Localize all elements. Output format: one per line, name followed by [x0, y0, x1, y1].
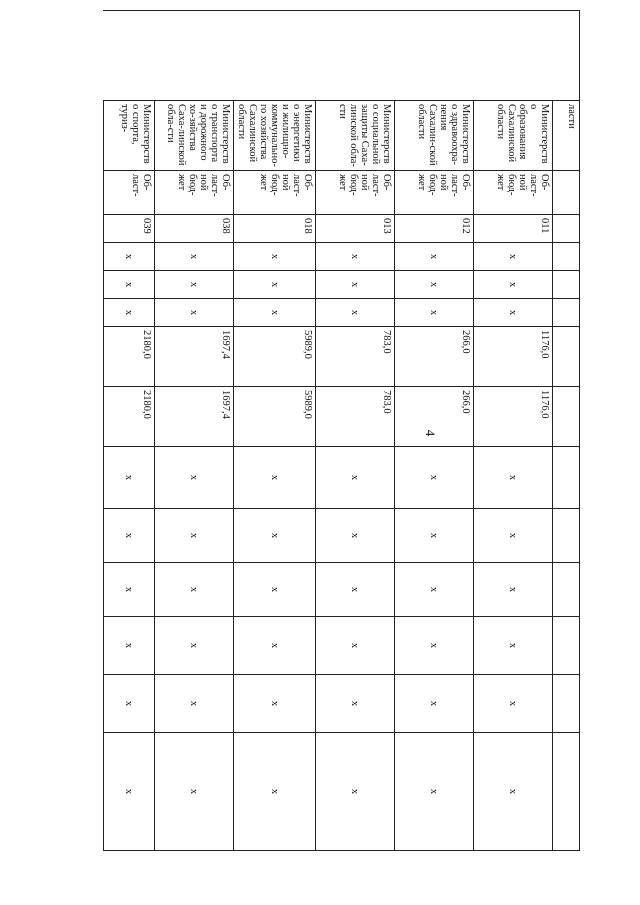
left-margin-cell: [316, 11, 395, 101]
value-cell: х: [474, 243, 553, 271]
amount-cell: 783,0: [316, 327, 395, 387]
value-cell: х: [395, 617, 474, 675]
header-ministry-cell: ласти: [553, 101, 580, 171]
amount-cell: 1176,0: [474, 387, 553, 447]
value-cell: х: [104, 617, 155, 675]
budget-cell: Об-ласт-ной бюд-жет: [474, 171, 553, 215]
budget-table: [103, 10, 580, 851]
value-cell: х: [104, 733, 155, 851]
header-cell: [553, 509, 580, 563]
amount-cell: 1697,4: [155, 387, 234, 447]
value-cell: х: [155, 733, 234, 851]
amount-cell: 783,0: [316, 387, 395, 447]
code-cell: 013: [316, 215, 395, 243]
header-cell: [553, 327, 580, 387]
left-margin-cell: [474, 11, 553, 101]
value-cell: х: [234, 733, 316, 851]
ministry-cell: Министерство транспорта и дорожного хо-зяйства Саха-линской обла-сти: [155, 101, 234, 171]
value-cell: х: [104, 271, 155, 299]
value-cell: х: [316, 675, 395, 733]
value-cell: х: [316, 617, 395, 675]
value-cell: х: [474, 271, 553, 299]
value-cell: х: [395, 271, 474, 299]
value-cell: х: [104, 299, 155, 327]
header-cell: [553, 617, 580, 675]
code-cell: 012: [395, 215, 474, 243]
value-cell: х: [234, 447, 316, 509]
table-row: [155, 11, 234, 851]
amount-cell: 5989,0: [234, 327, 316, 387]
table-header-row: [553, 11, 580, 851]
value-cell: х: [474, 509, 553, 563]
amount-cell: 266,0: [395, 327, 474, 387]
value-cell: х: [316, 509, 395, 563]
header-cell: [553, 171, 580, 215]
value-cell: х: [234, 299, 316, 327]
value-cell: х: [104, 675, 155, 733]
ministry-cell: Министерство здравоохра-нения Сахалин-ской области: [395, 101, 474, 171]
value-cell: х: [104, 509, 155, 563]
value-cell: х: [155, 617, 234, 675]
budget-cell: Об-ласт-ной бюд-жет: [234, 171, 316, 215]
ministry-cell: Министерство энергетики и жилищно-коммунально-го хозяйства Сахалинской области: [234, 101, 316, 171]
left-margin-cell: [234, 11, 316, 101]
budget-cell: Об-ласт-ной бюд-жет: [155, 171, 234, 215]
value-cell: х: [395, 509, 474, 563]
budget-cell: Об-ласт-ной бюд-жет: [316, 171, 395, 215]
value-cell: х: [395, 447, 474, 509]
value-cell: х: [155, 509, 234, 563]
table-row: [234, 11, 316, 851]
value-cell: х: [234, 271, 316, 299]
ministry-cell: Министерство образования Сахалинской области: [474, 101, 553, 171]
header-cell: [553, 243, 580, 271]
value-cell: х: [104, 563, 155, 617]
header-cell: [553, 563, 580, 617]
header-cell: [553, 271, 580, 299]
budget-cell: Об-ласт-ной бюд-жет: [395, 171, 474, 215]
value-cell: х: [234, 617, 316, 675]
header-cell: [553, 447, 580, 509]
value-cell: х: [104, 243, 155, 271]
value-cell: х: [234, 675, 316, 733]
value-cell: х: [474, 447, 553, 509]
header-cell: [553, 215, 580, 243]
value-cell: х: [155, 243, 234, 271]
left-margin-cell: [155, 11, 234, 101]
rotated-table-wrapper: [80, 10, 580, 850]
ministry-cell: Министерство социальной защиты Саха-линской обла-сти: [316, 101, 395, 171]
value-cell: х: [316, 563, 395, 617]
amount-cell: 2180,0: [104, 387, 155, 447]
value-cell: х: [234, 243, 316, 271]
code-cell: 038: [155, 215, 234, 243]
header-cell: [553, 387, 580, 447]
value-cell: х: [395, 563, 474, 617]
amount-cell: 2180,0: [104, 327, 155, 387]
value-cell: х: [474, 617, 553, 675]
value-cell: х: [155, 299, 234, 327]
value-cell: х: [155, 271, 234, 299]
value-cell: х: [474, 675, 553, 733]
value-cell: х: [474, 299, 553, 327]
value-cell: х: [395, 243, 474, 271]
value-cell: х: [395, 733, 474, 851]
value-cell: х: [155, 447, 234, 509]
amount-cell: 5989,0: [234, 387, 316, 447]
value-cell: х: [155, 675, 234, 733]
left-margin-cell: [395, 11, 474, 101]
amount-cell: 266,0: [395, 387, 474, 447]
value-cell: х: [316, 299, 395, 327]
value-cell: х: [316, 447, 395, 509]
value-cell: х: [316, 243, 395, 271]
header-left-cell: [553, 11, 580, 101]
code-cell: 039: [104, 215, 155, 243]
value-cell: х: [316, 271, 395, 299]
value-cell: х: [395, 675, 474, 733]
table-row: [316, 11, 395, 851]
budget-cell: Об-ласт-: [104, 171, 155, 215]
amount-cell: 1176,0: [474, 327, 553, 387]
left-margin-cell: [104, 11, 155, 101]
table-row: [104, 11, 155, 851]
header-cell: [553, 675, 580, 733]
value-cell: х: [395, 299, 474, 327]
value-cell: х: [474, 563, 553, 617]
value-cell: х: [104, 447, 155, 509]
value-cell: х: [474, 733, 553, 851]
table-row: [474, 11, 553, 851]
value-cell: х: [234, 563, 316, 617]
code-cell: 018: [234, 215, 316, 243]
header-cell: [553, 733, 580, 851]
header-cell: [553, 299, 580, 327]
ministry-cell: Министерство спорта, туриз-: [104, 101, 155, 171]
value-cell: х: [234, 509, 316, 563]
value-cell: х: [155, 563, 234, 617]
table-row: [395, 11, 474, 851]
page-number: 4: [423, 429, 438, 437]
code-cell: 011: [474, 215, 553, 243]
amount-cell: 1697,4: [155, 327, 234, 387]
value-cell: х: [316, 733, 395, 851]
